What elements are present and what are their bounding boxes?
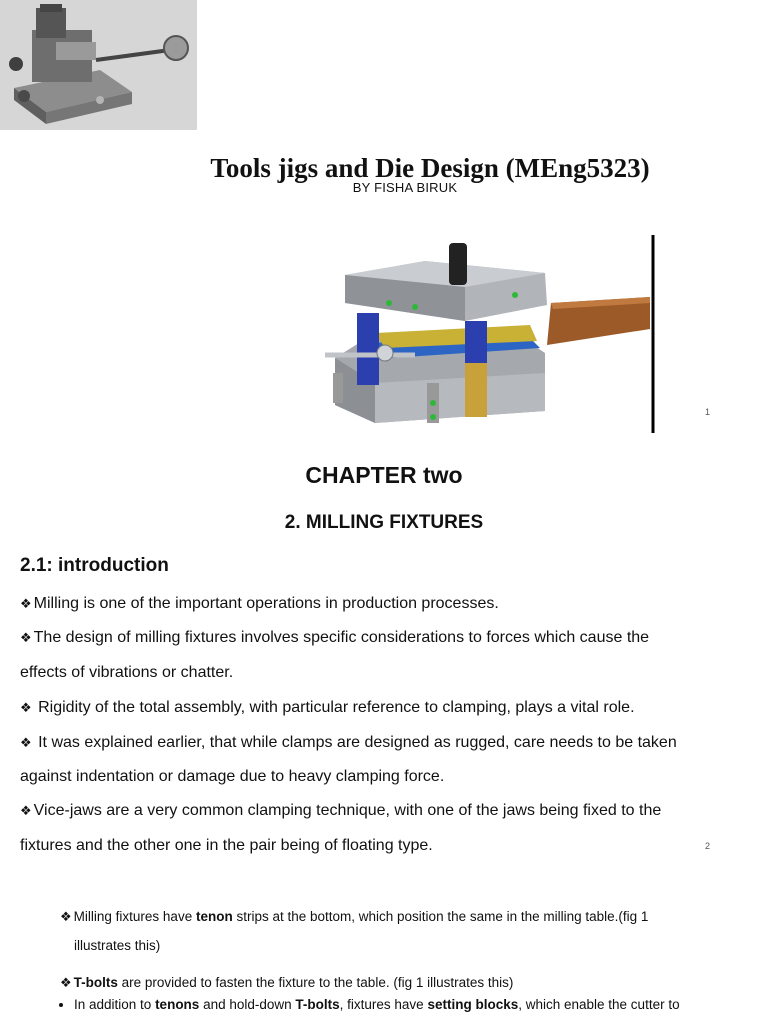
milling-fixture-photo: [0, 0, 197, 130]
bullet-vice-jaws-cont: fixtures and the other one in the pair being of floating type.: [20, 837, 433, 854]
presentation-title: Tools jigs and Die Design (MEng5323): [210, 153, 650, 183]
chapter-heading: CHAPTER two: [305, 462, 463, 488]
list-item: • In addition to tenons and hold-down T-bolts, fixtures have setting blocks, which enable the cutter to: [74, 996, 764, 1014]
bullet-t-bolts: ❖ T-bolts are provided to fasten the fixture to the table. (fig 1 illustrates this): [60, 968, 760, 998]
bullet-rigidity: ❖ Rigidity of the total assembly, with particular reference to clamping, plays a vital role.: [20, 690, 760, 725]
bullet-milling-importance: ❖ Milling is one of the important operations in production processes.: [20, 586, 760, 621]
bullet-design-considerations: ❖ The design of milling fixtures involves specific considerations to forces which cause the: [20, 620, 760, 655]
bullet-tenon: ❖ Milling fixtures have tenon strips at the bottom, which position the same in the milling table.(fig 1: [60, 902, 760, 932]
bullet-tenon-cont: illustrates this): [74, 938, 161, 953]
bullet-vice-jaws: ❖ Vice-jaws are a very common clamping technique, with one of the jaws being fixed to the: [20, 793, 760, 828]
subsection-heading: 2.1: introduction: [20, 555, 169, 576]
page-number-1: 1: [705, 407, 711, 417]
author-byline: BY FISHA BIRUK: [352, 180, 458, 195]
bullet-clamps: ❖ It was explained earlier, that while clamps are designed as rugged, care needs to be taken: [20, 725, 760, 760]
section-heading: 2. MILLING FIXTURES: [284, 512, 484, 533]
bullet-clamps-cont: against indentation or damage due to heavy clamping force.: [20, 768, 445, 785]
bullet-design-considerations-cont: effects of vibrations or chatter.: [20, 664, 234, 681]
page-number-2: 2: [705, 841, 711, 851]
die-set-render: [315, 233, 660, 433]
setting-blocks-list: [58, 996, 764, 1014]
